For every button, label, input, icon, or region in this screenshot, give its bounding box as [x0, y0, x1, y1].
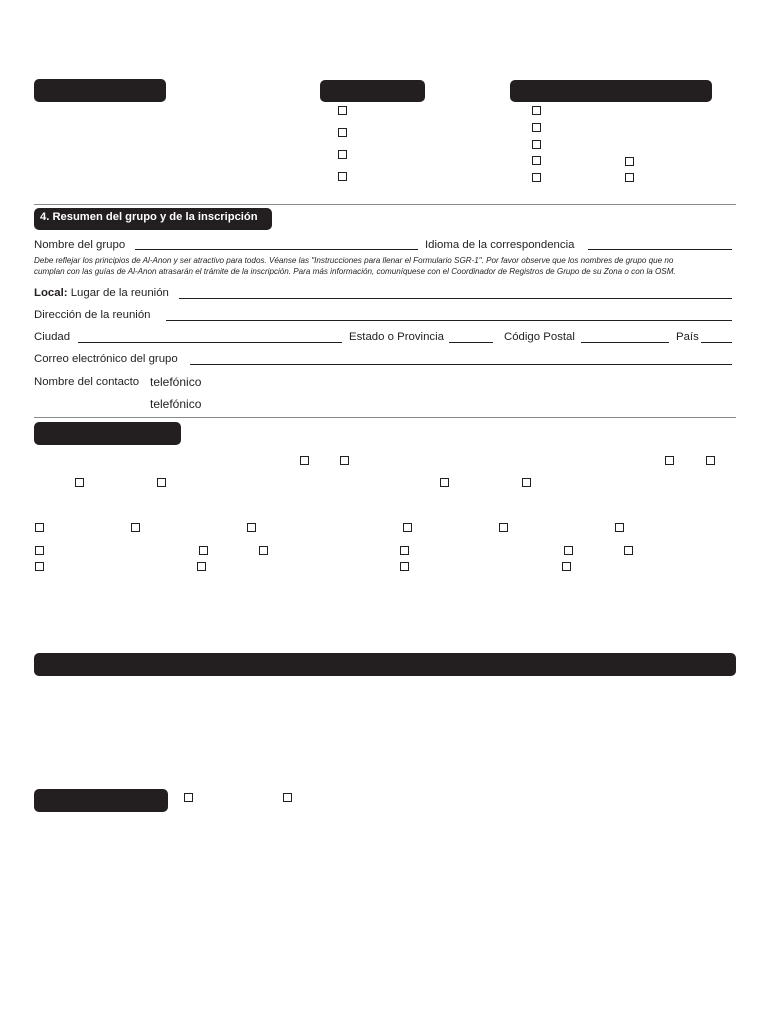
checkbox[interactable] [338, 150, 347, 159]
section-4-header [34, 208, 272, 230]
checkbox[interactable] [35, 523, 44, 532]
checkbox[interactable] [665, 456, 674, 465]
city-field[interactable] [78, 342, 342, 343]
section-header-bar-3 [510, 80, 712, 102]
country-label: País [676, 331, 699, 343]
checkbox[interactable] [338, 106, 347, 115]
section-header-bar-wide [34, 653, 736, 676]
checkbox[interactable] [184, 793, 193, 802]
country-field[interactable] [701, 342, 732, 343]
city-label: Ciudad [34, 331, 71, 343]
section-header-bar-2 [320, 80, 425, 102]
meeting-address-field[interactable] [166, 320, 732, 321]
checkbox[interactable] [338, 172, 347, 181]
checkbox[interactable] [499, 523, 508, 532]
checkbox[interactable] [615, 523, 624, 532]
checkbox[interactable] [300, 456, 309, 465]
checkbox[interactable] [706, 456, 715, 465]
checkbox[interactable] [625, 173, 634, 182]
checkbox[interactable] [400, 546, 409, 555]
checkbox[interactable] [522, 478, 531, 487]
postal-code-label: Código Postal [504, 331, 575, 343]
checkbox[interactable] [625, 157, 634, 166]
phone-label-2: telefónico [150, 397, 202, 411]
group-email-field[interactable] [190, 364, 732, 365]
correspondence-language-field[interactable] [588, 249, 732, 250]
group-name-label: Nombre del grupo [34, 239, 126, 251]
checkbox[interactable] [403, 523, 412, 532]
group-name-note-line-2: cumplan con las guías de Al-Anon atrasarán el trámite de la inscripción. Para más información, comuníquese con el Coordinador de Registros de Grupo de su Zona o con la OSM. [34, 267, 676, 276]
checkbox[interactable] [400, 562, 409, 571]
meeting-place-field[interactable] [179, 298, 732, 299]
contact-name-label: Nombre del contacto [34, 376, 140, 388]
checkbox[interactable] [624, 546, 633, 555]
state-label: Estado o Provincia [349, 331, 444, 343]
meeting-place-label [34, 286, 169, 300]
group-name-field[interactable] [135, 249, 418, 250]
group-name-note-line-1: Debe reflejar los principios de Al-Anon y ser atractivo para todos. Véanse las "Instrucciones para llenar el Formulario SGR-1". Por favor observe que los nombres de grupo que no [34, 256, 674, 265]
checkbox[interactable] [532, 173, 541, 182]
checkbox[interactable] [157, 478, 166, 487]
checkbox[interactable] [532, 106, 541, 115]
checkbox[interactable] [35, 546, 44, 555]
correspondence-language-label: Idioma de la correspondencia [425, 239, 575, 251]
section-4-title: 4. Resumen del grupo y de la inscripción [40, 211, 258, 223]
checkbox[interactable] [197, 562, 206, 571]
checkbox[interactable] [564, 546, 573, 555]
meeting-address-label: Dirección de la reunión [34, 309, 151, 321]
checkbox[interactable] [532, 140, 541, 149]
checkbox[interactable] [199, 546, 208, 555]
phone-label-1: telefónico [150, 375, 202, 389]
checkbox[interactable] [440, 478, 449, 487]
section-header-bar-bottom [34, 789, 168, 812]
checkbox[interactable] [247, 523, 256, 532]
state-field[interactable] [449, 342, 493, 343]
checkbox[interactable] [532, 156, 541, 165]
checkbox[interactable] [283, 793, 292, 802]
section-divider [34, 417, 736, 418]
checkbox[interactable] [131, 523, 140, 532]
section-divider [34, 204, 736, 205]
local-bold-label: Local: [34, 287, 68, 299]
section-5-header-bar [34, 422, 181, 445]
meeting-place-text: Lugar de la reunión [70, 287, 169, 299]
checkbox[interactable] [259, 546, 268, 555]
checkbox[interactable] [532, 123, 541, 132]
checkbox[interactable] [338, 128, 347, 137]
group-email-label: Correo electrónico del grupo [34, 353, 178, 365]
checkbox[interactable] [75, 478, 84, 487]
section-header-bar-1 [34, 79, 166, 102]
checkbox[interactable] [340, 456, 349, 465]
checkbox[interactable] [562, 562, 571, 571]
checkbox[interactable] [35, 562, 44, 571]
postal-code-field[interactable] [581, 342, 669, 343]
